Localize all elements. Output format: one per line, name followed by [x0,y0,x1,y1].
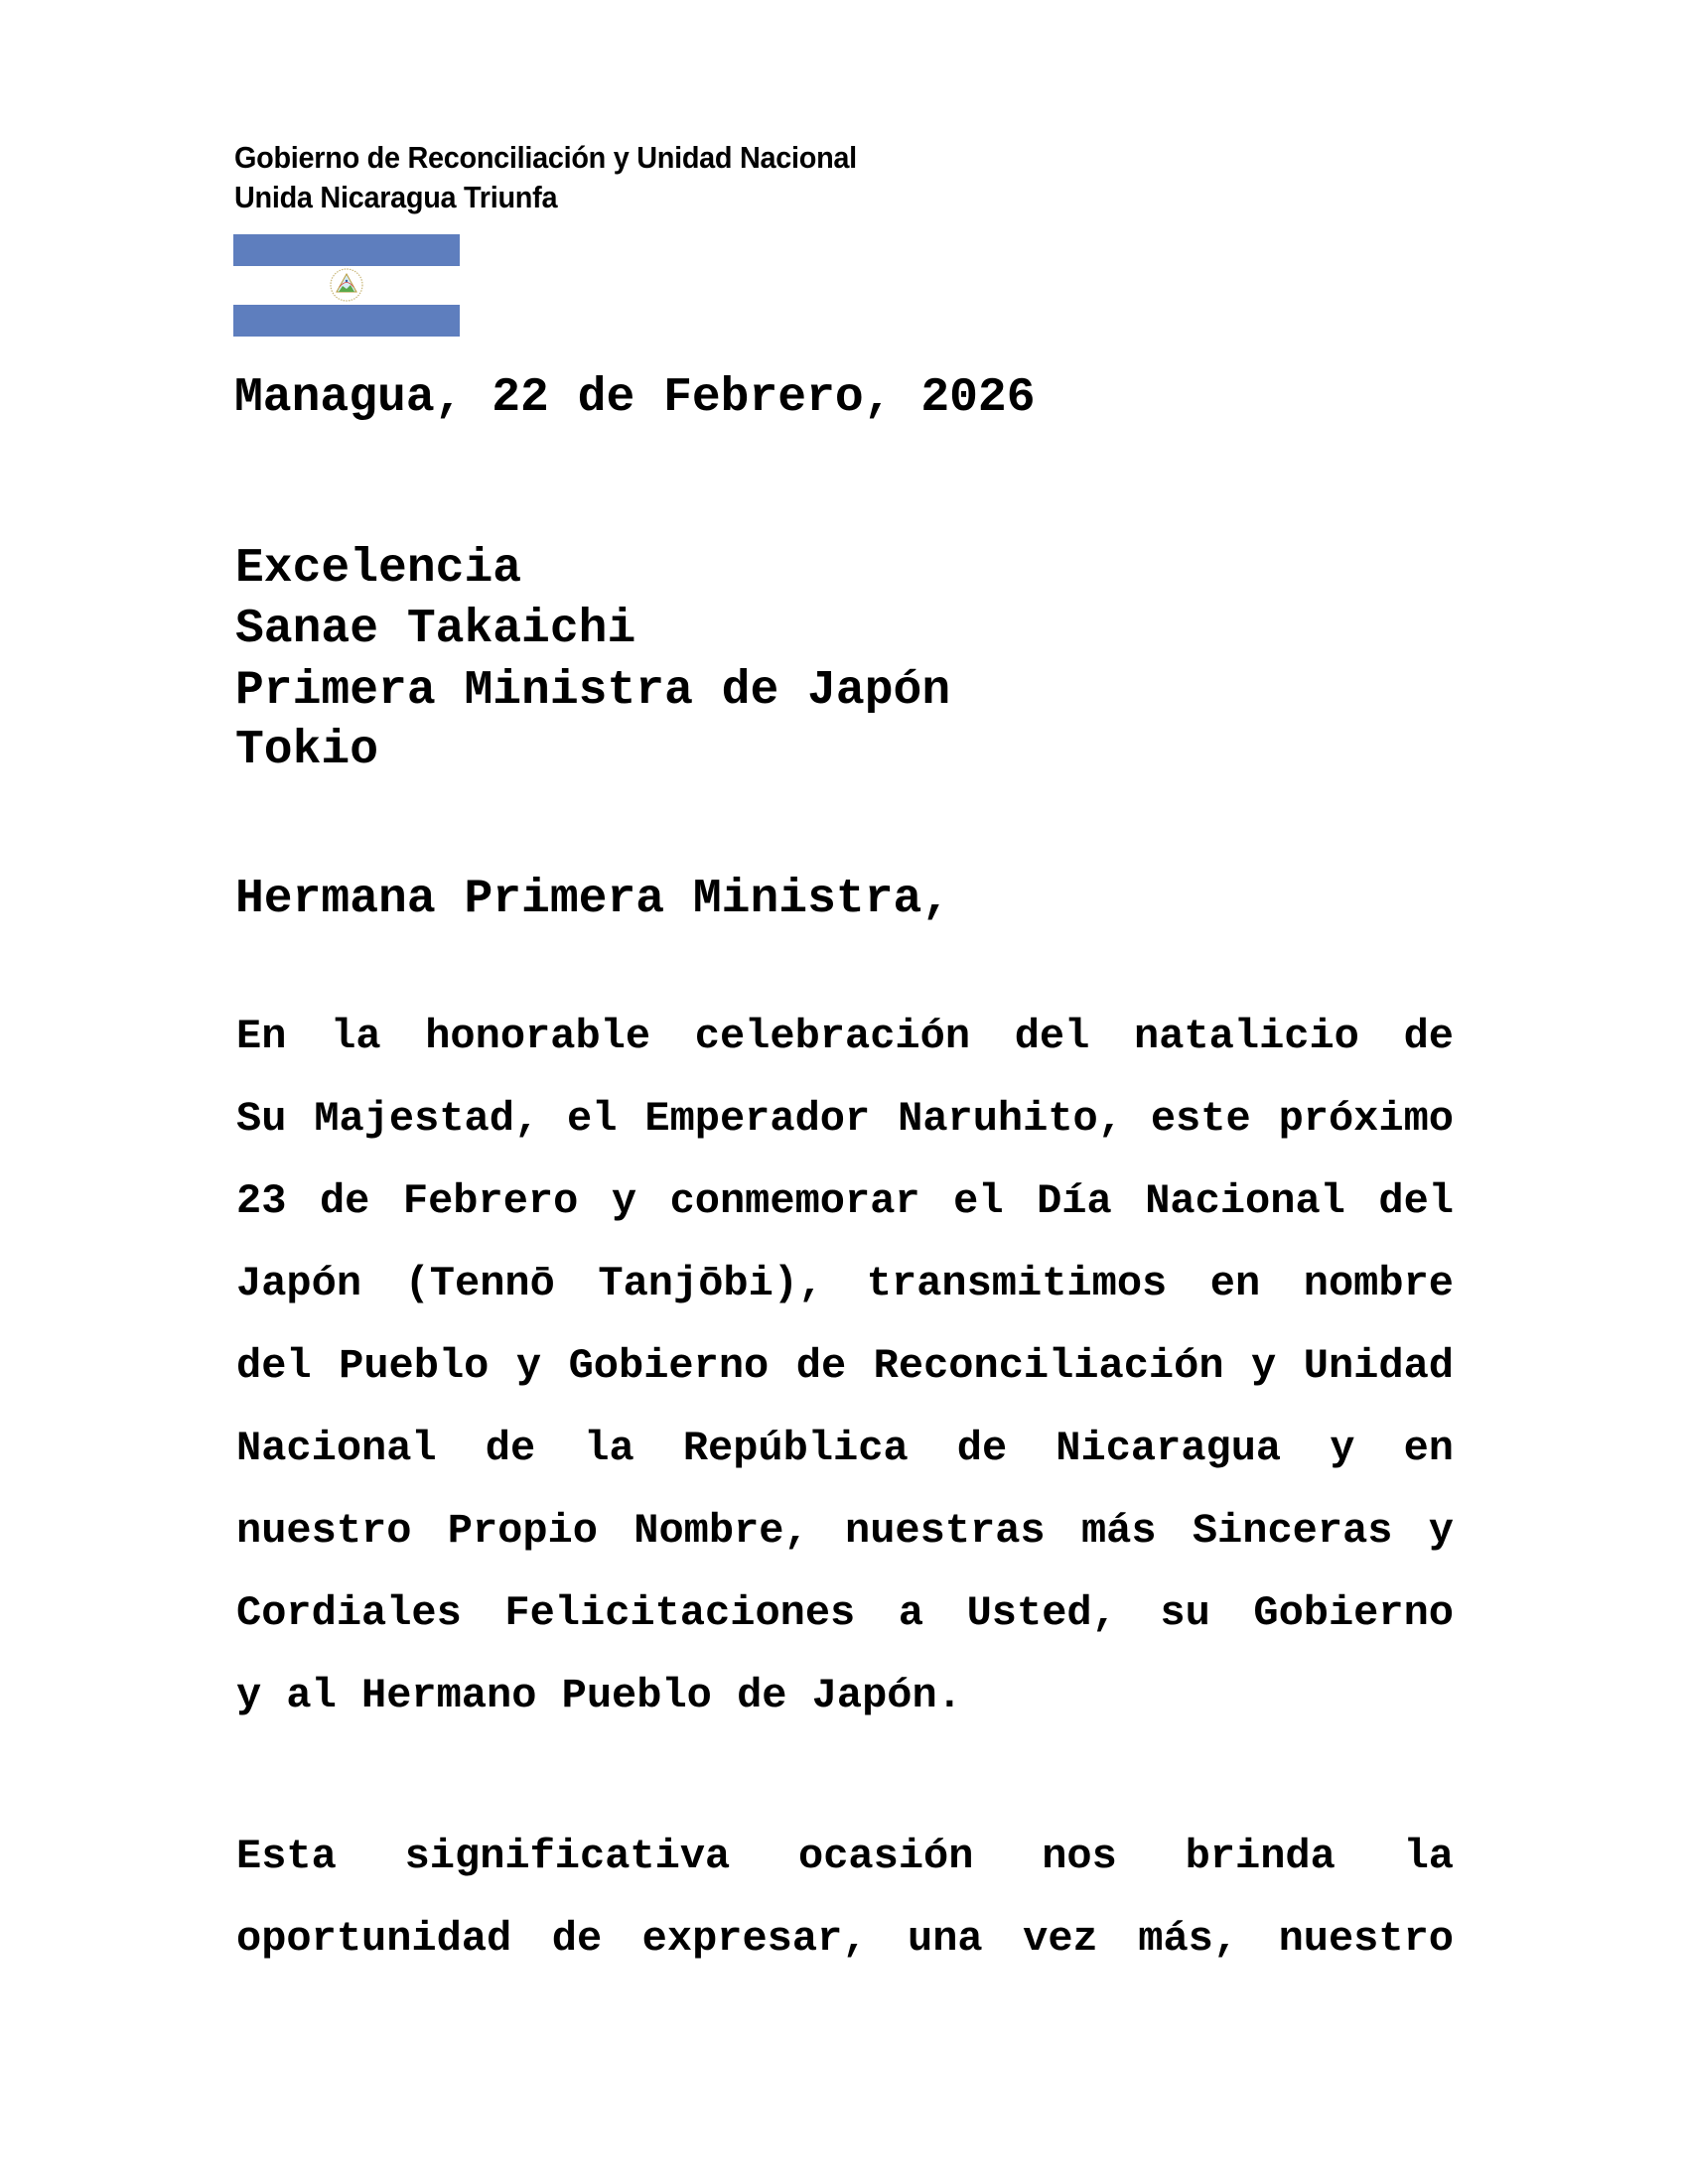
recipient-city: Tokio [235,724,379,777]
recipient-honorific: Excelencia [235,542,522,596]
recipient-name: Sanae Takaichi [235,603,636,656]
salutation: Hermana Primera Ministra, [235,873,951,926]
paragraph-line: del Pueblo y Gobierno de Reconciliación y Unidad [236,1342,1454,1390]
paragraph-line: Japón (Tennō Tanjōbi), transmitimos en nombre [236,1260,1454,1307]
recipient-title: Primera Ministra de Japón [235,664,951,718]
letterhead-government-name: Gobierno de Reconciliación y Unidad Nacional [234,140,857,175]
letter-date: Managua, 22 de Febrero, 2026 [234,371,1036,425]
flag-bottom-stripe [233,305,460,337]
paragraph-line: Su Majestad, el Emperador Naruhito, este próximo [236,1095,1454,1143]
flag-top-stripe [233,234,460,266]
paragraph-line: En la honorable celebración del natalicio de [236,1013,1454,1060]
coat-of-arms-icon [328,266,365,304]
paragraph-line: Nacional de la República de Nicaragua y en [236,1425,1454,1472]
letterhead-slogan: Unida Nicaragua Triunfa [234,180,558,214]
paragraph-line: y al Hermano Pueblo de Japón. [236,1672,962,1719]
body-paragraph-2 [236,1816,1454,1980]
body-paragraph-1 [236,996,1454,1737]
paragraph-line: Cordiales Felicitaciones a Usted, su Gobierno [236,1589,1454,1637]
paragraph-line: Esta significativa ocasión nos brinda la [236,1833,1454,1880]
paragraph-line: oportunidad de expresar, una vez más, nuestro [236,1915,1454,1963]
paragraph-line: nuestro Propio Nombre, nuestras más Sinceras y [236,1507,1454,1555]
paragraph-line: 23 de Febrero y conmemorar el Día Nacional del [236,1177,1454,1225]
nicaragua-flag-icon [233,234,460,337]
